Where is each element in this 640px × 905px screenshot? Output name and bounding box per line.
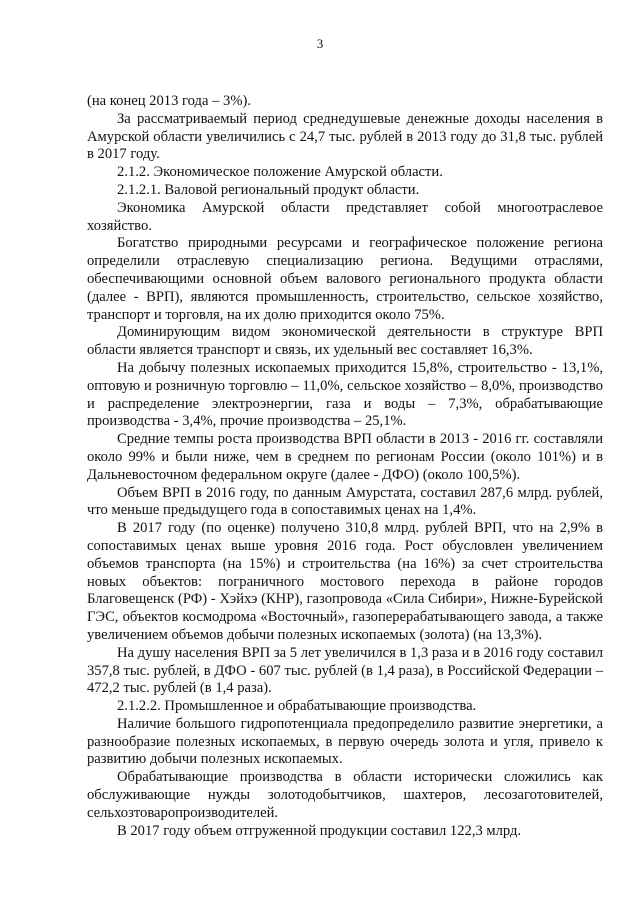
paragraph: В 2017 году (по оценке) получено 310,8 млрд. рублей ВРП, что на 2,9% в сопоставимых ценах выше уровня 2016 года. Рост обусловлен увеличением объемов транспорта (на 15%) и строительства (на 16%) за счет строительства новых объектов: пограничного мостового перехода в районе городов Благовещенск (РФ) - Хэйхэ (КНР), газопровода «Сила Сибири», Нижне-Бурейской ГЭС, объектов космодрома «Восточный», газоперерабатывающего завода, а также увеличением объемов добычи полезных ископаемых (золота) (на 13,3%). [87, 520, 603, 643]
subsection-heading: 2.1.2.2. Промышленное и обрабатывающие производства. [117, 698, 477, 715]
paragraph: За рассматриваемый период среднедушевые денежные доходы населения в Амурской области увеличились с 24,7 тыс. рублей в 2013 году до 31,8 тыс. рублей в 2017 году. [87, 110, 603, 163]
paragraph: Средние темпы роста производства ВРП области в 2013 - 2016 гг. составляли около 99% и были ниже, чем в среднем по регионам России (около 101%) и в Дальневосточном федеральном округе (далее - ДФО) (около 100,5%). [87, 431, 603, 483]
subsection-heading: 2.1.2.1. Валовой региональный продукт области. [117, 181, 420, 198]
paragraph: Доминирующим видом экономической деятельности в структуре ВРП области является транспорт и связь, их удельный вес составляет 16,3%. [87, 324, 603, 359]
paragraph: На добычу полезных ископаемых приходится 15,8%, строительство - 13,1%, оптовую и розничную торговлю – 11,0%, сельское хозяйство – 8,0%, производство и распределение электроэнергии, газа и воды – 7,3%, обрабатывающие производства - 3,4%, прочие производства – 25,1%. [87, 359, 603, 430]
paragraph: Богатство природными ресурсами и географическое положение региона определили отраслевую специализацию региона. Ведущими отраслями, обеспечивающими основной объем валового регионального продукта области (далее - ВРП), являются промышленность, строительство, сельское хозяйство, транспорт и торговля, на их долю приходится около 75%. [87, 235, 603, 323]
paragraph: Экономика Амурской области представляет собой многоотраслевое хозяйство. [87, 199, 603, 234]
paragraph: Наличие большого гидропотенциала предопределило развитие энергетики, а разнообразие полезных ископаемых, в первую очередь золота и угля, привело к развитию добычи полезных ископаемых. [87, 715, 603, 768]
body-text [87, 93, 603, 840]
paragraph: (на конец 2013 года – 3%). [87, 93, 251, 109]
page-number: 3 [316, 36, 324, 51]
paragraph: На душу населения ВРП за 5 лет увеличился в 1,3 раза и в 2016 году составил 357,8 тыс. рублей, в ДФО - 607 тыс. рублей (в 1,4 раза), в Российской Федерации – 472,2 тыс. рублей (в 1,4 раза). [87, 644, 603, 697]
paragraph: Обрабатывающие производства в области исторически сложились как обслуживающие нужды золотодобытчиков, шахтеров, лесозаготовителей, сельхозтоваропроизводителей. [87, 769, 603, 821]
paragraph: В 2017 году объем отгруженной продукции составил 122,3 млрд. [117, 822, 522, 839]
paragraph: Объем ВРП в 2016 году, по данным Амурстата, составил 287,6 млрд. рублей, что меньше предыдущего года в сопоставимых ценах на 1,4%. [87, 484, 603, 519]
section-heading: 2.1.2. Экономическое положение Амурской области. [117, 164, 443, 181]
